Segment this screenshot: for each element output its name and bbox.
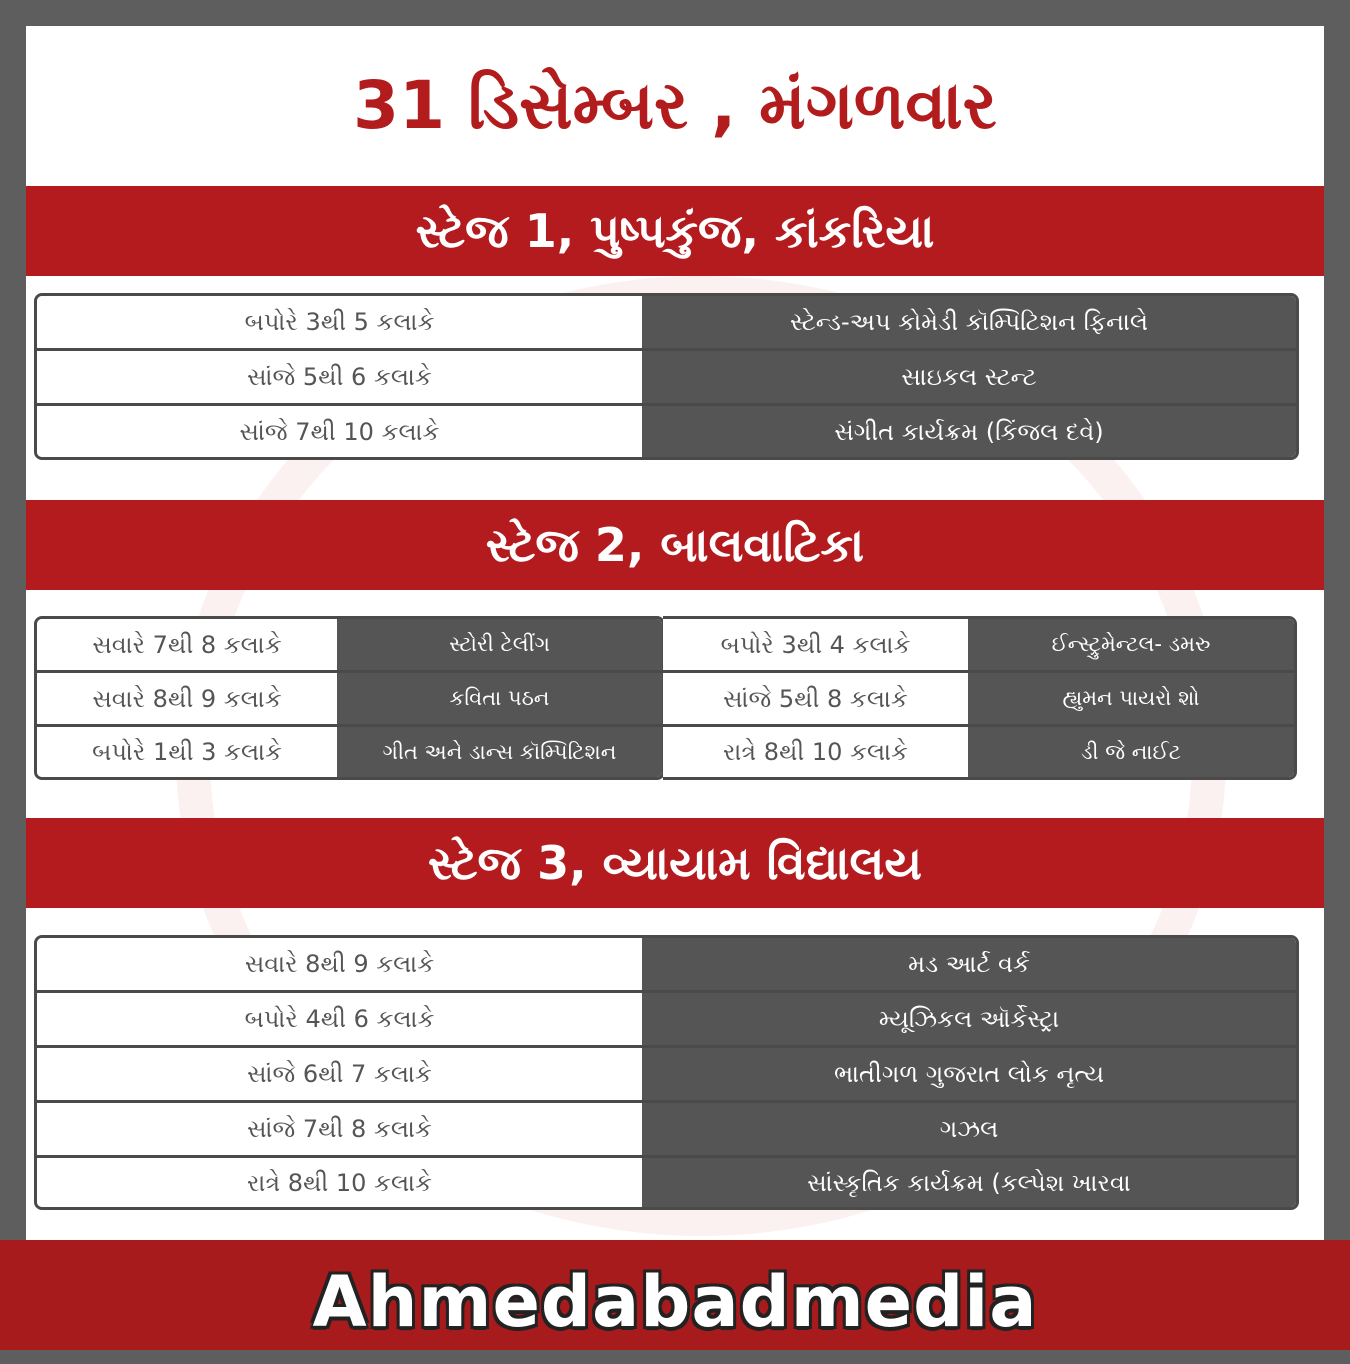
event-cell: ભાતીગળ ગુજરાત લોક નૃત્ય xyxy=(642,1048,1296,1100)
stage1-banner: સ્ટેજ 1, પુષ્પકુંજ, કાંકરિયા xyxy=(26,186,1324,276)
time-cell: સાંજે 5થી 6 કલાકે xyxy=(37,351,642,403)
table-row xyxy=(37,351,1296,406)
time-cell: સાંજે 6થી 7 કલાકે xyxy=(37,1048,642,1100)
event-cell: મ્યૂઝિકલ ઑર્કેસ્ટ્રા xyxy=(642,993,1296,1045)
table-row xyxy=(37,1158,1296,1207)
event-cell: મડ આર્ટ વર્ક xyxy=(642,938,1296,990)
page-title: 31 ડિસેમ્બર , મંગળવાર xyxy=(353,67,997,144)
event-cell: સંગીત કાર્યક્રમ (કિંજલ દવે) xyxy=(642,406,1296,457)
table-row xyxy=(37,1103,1296,1158)
event-cell: ડી જે નાઈટ xyxy=(968,727,1294,777)
time-cell: બપોરે 3થી 4 કલાકે xyxy=(663,619,968,670)
table-row xyxy=(37,406,1296,457)
time-cell: સાંજે 7થી 8 કલાકે xyxy=(37,1103,642,1155)
stage1-table xyxy=(34,293,1299,460)
event-cell: સાંસ્કૃતિક કાર્યક્રમ (કલ્પેશ ખારવા xyxy=(642,1158,1296,1207)
event-cell: ગઝલ xyxy=(642,1103,1296,1155)
table-row xyxy=(663,619,1294,673)
stage3-table xyxy=(34,935,1299,1210)
time-cell: સવારે 8થી 9 કલાકે xyxy=(37,938,642,990)
table-row xyxy=(37,619,662,673)
event-cell: ગીત અને ડાન્સ કૉમ્પિટિશન xyxy=(337,727,662,777)
table-row xyxy=(37,296,1296,351)
brand-footer: Ahmedabadmedia xyxy=(0,1240,1350,1350)
table-row xyxy=(663,727,1294,777)
table-row xyxy=(37,673,662,727)
event-cell: કવિતા પઠન xyxy=(337,673,662,724)
event-cell: હ્યુમન પાયરો શો xyxy=(968,673,1294,724)
time-cell: બપોરે 4થી 6 કલાકે xyxy=(37,993,642,1045)
time-cell: બપોરે 1થી 3 કલાકે xyxy=(37,727,337,777)
table-row xyxy=(37,727,662,777)
stage2-banner: સ્ટેજ 2, બાલવાટિકા xyxy=(26,500,1324,590)
stage2-right-table xyxy=(663,616,1297,780)
stage3-banner: સ્ટેજ 3, વ્યાયામ વિદ્યાલય xyxy=(26,818,1324,908)
time-cell: રાત્રે 8થી 10 કલાકે xyxy=(663,727,968,777)
time-cell: સવારે 7થી 8 કલાકે xyxy=(37,619,337,670)
time-cell: રાત્રે 8થી 10 કલાકે xyxy=(37,1158,642,1207)
table-row xyxy=(37,1048,1296,1103)
time-cell: સવારે 8થી 9 કલાકે xyxy=(37,673,337,724)
event-cell: સ્ટોરી ટેલીંગ xyxy=(337,619,662,670)
event-cell: ઈન્સ્ટ્રુમેન્ટલ- ડમરુ xyxy=(968,619,1294,670)
time-cell: સાંજે 7થી 10 કલાકે xyxy=(37,406,642,457)
stage2-left-table xyxy=(34,616,665,780)
event-cell: સ્ટેન્ડ-અપ કોમેડી કૉમ્પિટિશન ફિનાલે xyxy=(642,296,1296,348)
event-cell: સાઇકલ સ્ટન્ટ xyxy=(642,351,1296,403)
time-cell: બપોરે 3થી 5 કલાકે xyxy=(37,296,642,348)
table-row xyxy=(663,673,1294,727)
time-cell: સાંજે 5થી 8 કલાકે xyxy=(663,673,968,724)
table-row xyxy=(37,938,1296,993)
table-row xyxy=(37,993,1296,1048)
